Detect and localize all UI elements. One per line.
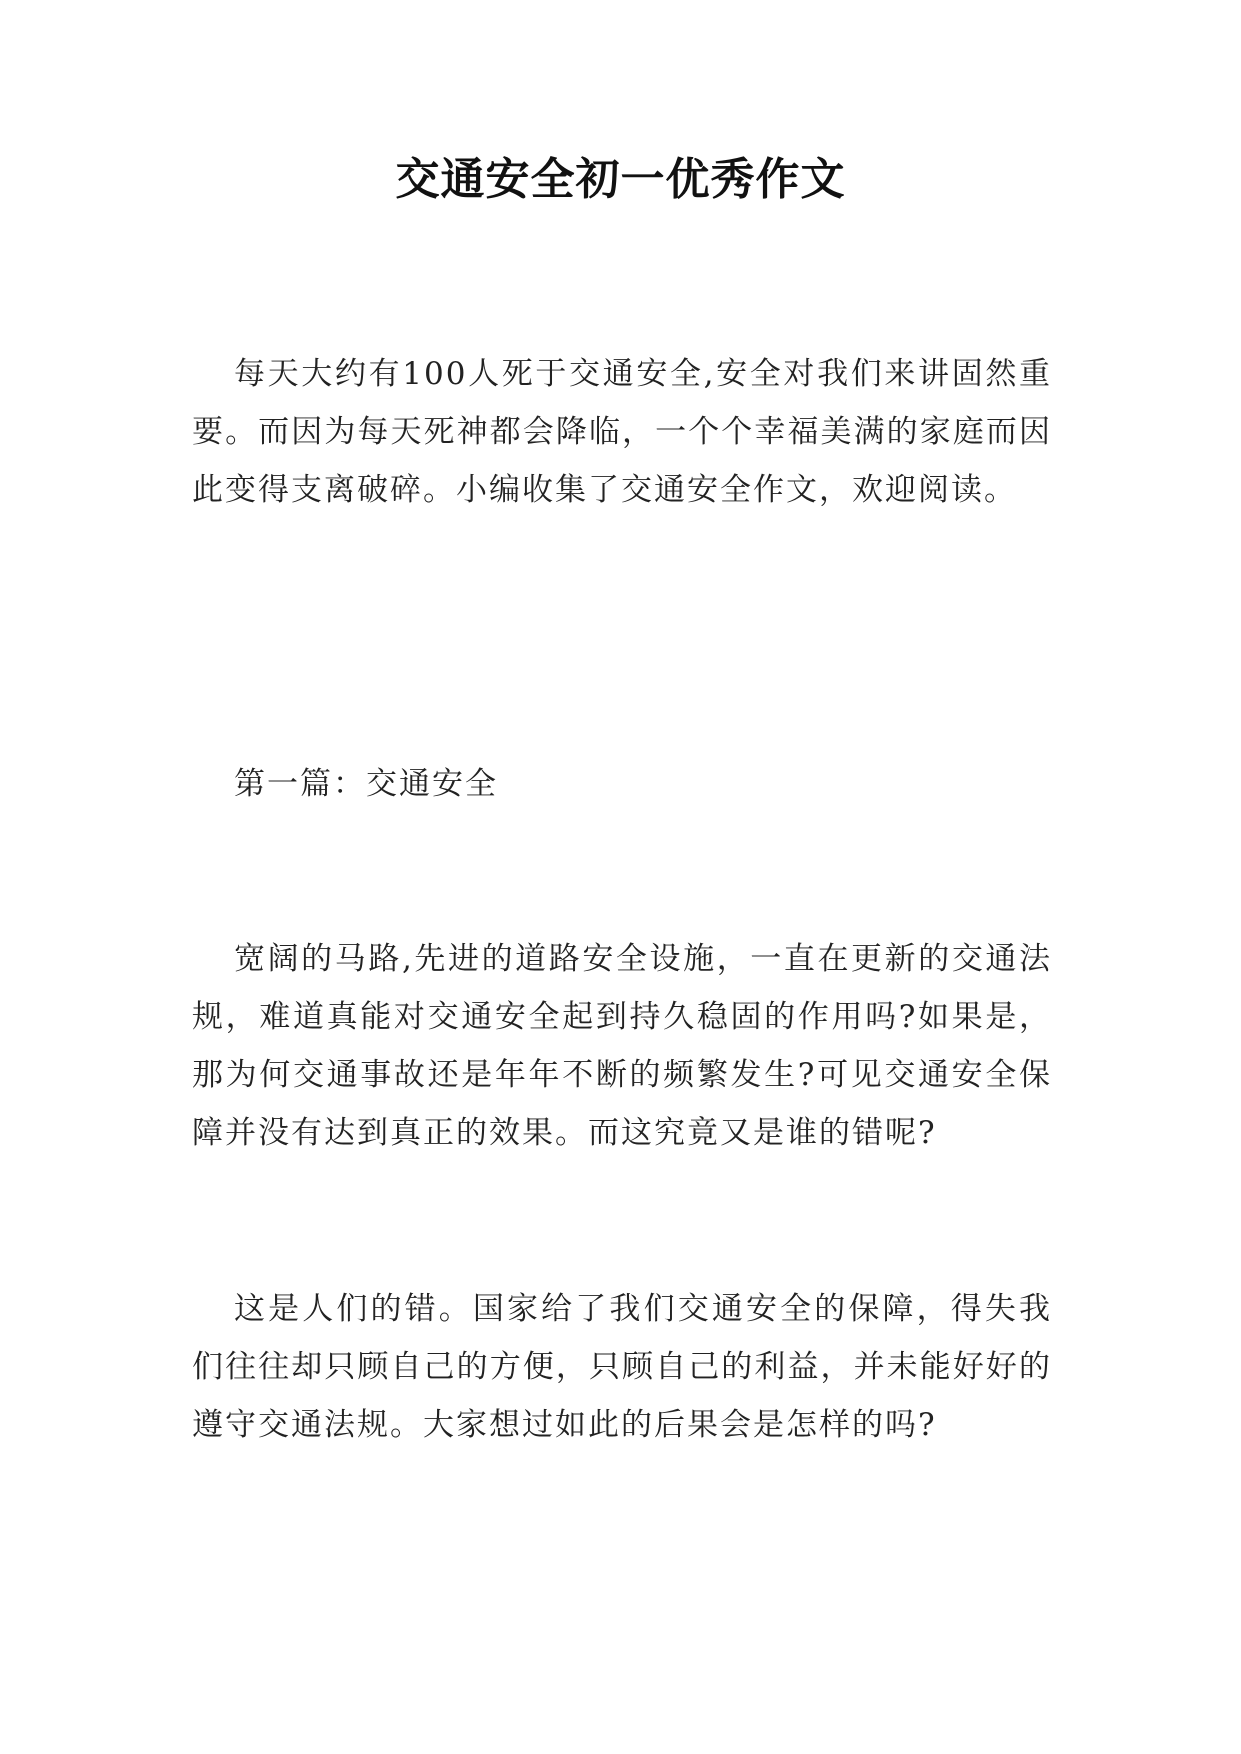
body-paragraph: 宽阔的马路,先进的道路安全设施，一直在更新的交通法规，难道真能对交通安全起到持久稳固的作用吗?如果是，那为何交通事故还是年年不断的频繁发生?可见交通安全保障并没有达到真正的效果。而这究竟又是谁的错呢?: [192, 941, 1052, 1151]
section-heading: 第一篇：交通安全: [234, 766, 498, 802]
body-paragraph: 这是人们的错。国家给了我们交通安全的保障，得失我们往往却只顾自己的方便，只顾自己的利益，并未能好好的遵守交通法规。大家想过如此的后果会是怎样的吗?: [192, 1291, 1052, 1443]
intro-paragraph: 每天大约有100人死于交通安全,安全对我们来讲固然重要。而因为每天死神都会降临，一个个幸福美满的家庭而因此变得支离破碎。小编收集了交通安全作文，欢迎阅读。: [192, 356, 1052, 508]
document-title: 交通安全初一优秀作文: [395, 154, 846, 205]
